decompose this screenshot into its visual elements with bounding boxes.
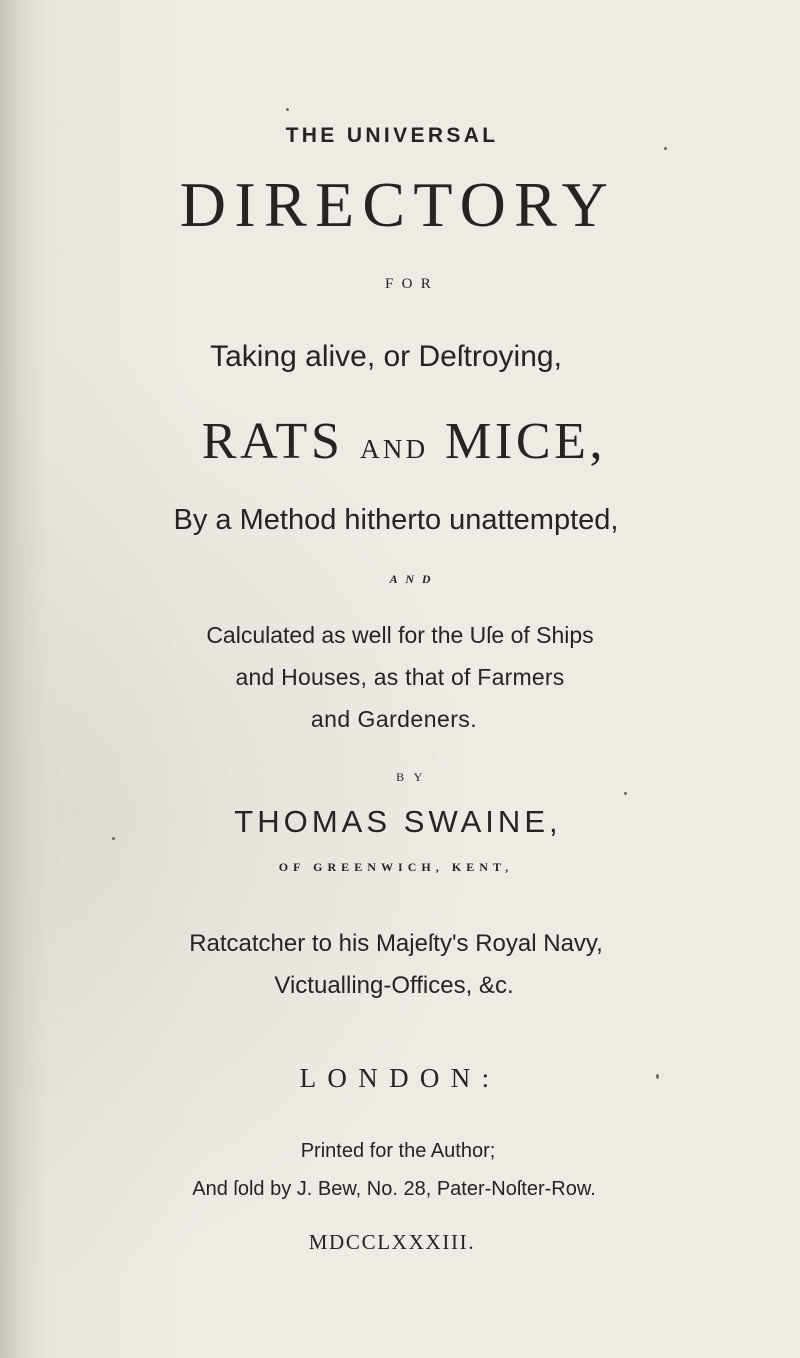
text-by: BY (396, 770, 432, 784)
ink-speck (112, 837, 115, 840)
text-and-small: AND (360, 434, 429, 464)
ink-speck (656, 1074, 659, 1079)
imprint-sold-by: And ſold by J. Bew, No. 28, Pater-Noſter-Row. (192, 1178, 596, 1200)
heading-the-universal: THE UNIVERSAL (285, 124, 499, 147)
text-and: AND (389, 572, 439, 586)
heading-directory: DIRECTORY (179, 169, 617, 240)
imprint-date: MDCCLXXXIII. (308, 1230, 476, 1254)
ink-speck (286, 108, 289, 111)
text-houses-farmers: and Houses, as that of Farmers (235, 664, 565, 690)
author-title-line-2: Victualling-Offices, &c. (274, 972, 514, 999)
text-gardeners: and Gardeners. (310, 706, 478, 732)
ink-speck (624, 792, 627, 795)
text-method: By a Method hitherto unattempted, (173, 504, 619, 536)
heading-rats-and-mice (4, 412, 800, 471)
author-place: OF GREENWICH, KENT, (278, 860, 514, 874)
text-calculated: Calculated as well for the Uſe of Ships (206, 622, 594, 648)
imprint-printed-for: Printed for the Author; (300, 1140, 496, 1162)
author-name: THOMAS SWAINE, (234, 804, 562, 839)
text-mice: MICE, (445, 413, 607, 470)
text-rats: RATS (201, 413, 344, 470)
text-for: FOR (385, 276, 439, 292)
imprint-city: LONDON: (299, 1063, 501, 1093)
ink-speck (664, 147, 667, 150)
author-title-line-1: Ratcatcher to his Majeſty's Royal Navy, (189, 930, 603, 957)
text-taking-alive: Taking alive, or Deſtroying, (210, 340, 562, 373)
